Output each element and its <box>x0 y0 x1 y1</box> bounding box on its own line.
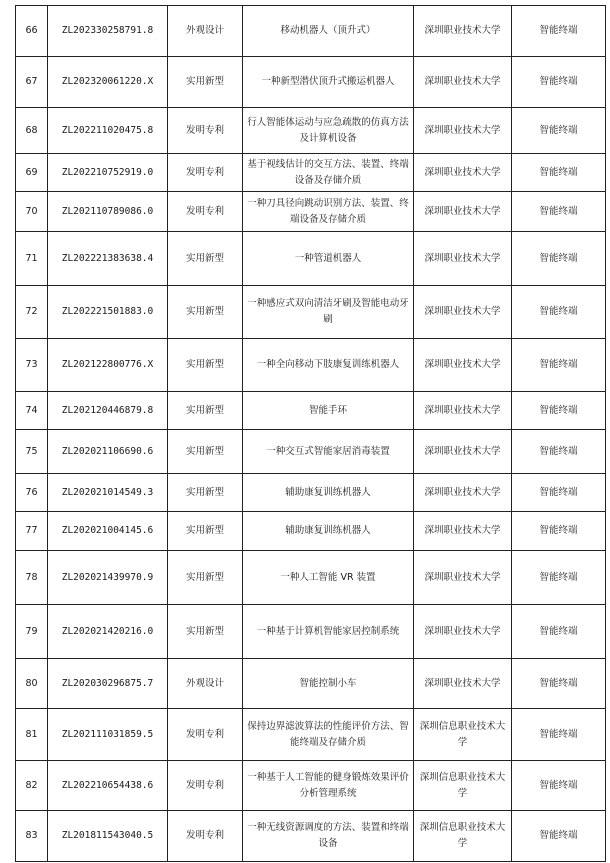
patent-type-cell: 发明专利 <box>168 761 243 811</box>
tech-field-cell: 智能终端 <box>512 551 606 605</box>
table-row <box>16 6 606 57</box>
patent-type-cell: 发明专利 <box>168 811 243 862</box>
row-index-cell: 77 <box>16 512 48 551</box>
patent-number-cell: ZL202030296875.7 <box>48 659 168 709</box>
table-row <box>16 605 606 659</box>
patent-type-cell: 实用新型 <box>168 551 243 605</box>
table-row <box>16 57 606 108</box>
tech-field-cell: 智能终端 <box>512 605 606 659</box>
patent-type-cell: 实用新型 <box>168 232 243 286</box>
row-index-cell: 72 <box>16 286 48 339</box>
patent-name-cell: 一种无线资源调度的方法、装置和终端设备 <box>243 811 414 862</box>
tech-field-cell: 智能终端 <box>512 659 606 709</box>
tech-field-cell: 智能终端 <box>512 811 606 862</box>
patent-owner-cell: 深圳职业技术大学 <box>414 659 512 709</box>
patent-number-cell: ZL202210752919.0 <box>48 154 168 192</box>
table-row <box>16 339 606 392</box>
patent-name-cell: 一种交互式智能家居消毒装置 <box>243 430 414 474</box>
patent-name-cell: 行人智能体运动与应急疏散的仿真方法及计算机设备 <box>243 108 414 154</box>
patent-name-cell: 移动机器人（顶升式） <box>243 6 414 57</box>
patent-name-cell: 一种新型潜伏顶升式搬运机器人 <box>243 57 414 108</box>
patent-owner-cell: 深圳职业技术大学 <box>414 192 512 232</box>
patent-number-cell: ZL202021420216.0 <box>48 605 168 659</box>
row-index-cell: 81 <box>16 709 48 761</box>
patent-type-cell: 实用新型 <box>168 392 243 430</box>
patent-owner-cell: 深圳信息职业技术大学 <box>414 811 512 862</box>
patent-number-cell: ZL202111031859.5 <box>48 709 168 761</box>
patent-owner-cell: 深圳信息职业技术大学 <box>414 761 512 811</box>
patent-number-cell: ZL202122800776.X <box>48 339 168 392</box>
table-row <box>16 551 606 605</box>
row-index-cell: 70 <box>16 192 48 232</box>
row-index-cell: 80 <box>16 659 48 709</box>
table-row <box>16 761 606 811</box>
patent-type-cell: 实用新型 <box>168 57 243 108</box>
patent-name-cell: 一种基于计算机智能家居控制系统 <box>243 605 414 659</box>
tech-field-cell: 智能终端 <box>512 474 606 512</box>
tech-field-cell: 智能终端 <box>512 430 606 474</box>
tech-field-cell: 智能终端 <box>512 192 606 232</box>
patent-name-cell: 一种基于人工智能的健身锻炼效果评价分析管理系统 <box>243 761 414 811</box>
tech-field-cell: 智能终端 <box>512 761 606 811</box>
patent-number-cell: ZL202021106690.6 <box>48 430 168 474</box>
row-index-cell: 73 <box>16 339 48 392</box>
patent-name-cell: 基于视线估计的交互方法、装置、终端设备及存储介质 <box>243 154 414 192</box>
patent-type-cell: 外观设计 <box>168 659 243 709</box>
patent-owner-cell: 深圳职业技术大学 <box>414 605 512 659</box>
patent-type-cell: 实用新型 <box>168 512 243 551</box>
patent-name-cell: 一种管道机器人 <box>243 232 414 286</box>
table-row <box>16 286 606 339</box>
patent-owner-cell: 深圳职业技术大学 <box>414 512 512 551</box>
tech-field-cell: 智能终端 <box>512 286 606 339</box>
patent-owner-cell: 深圳职业技术大学 <box>414 286 512 339</box>
row-index-cell: 67 <box>16 57 48 108</box>
row-index-cell: 75 <box>16 430 48 474</box>
patent-type-cell: 实用新型 <box>168 286 243 339</box>
row-index-cell: 69 <box>16 154 48 192</box>
patent-number-cell: ZL202211020475.8 <box>48 108 168 154</box>
patent-type-cell: 发明专利 <box>168 108 243 154</box>
table-row <box>16 709 606 761</box>
patent-name-cell: 一种感应式双向清洁牙刷及智能电动牙刷 <box>243 286 414 339</box>
patent-owner-cell: 深圳职业技术大学 <box>414 474 512 512</box>
patent-name-cell: 智能控制小车 <box>243 659 414 709</box>
row-index-cell: 68 <box>16 108 48 154</box>
patent-owner-cell: 深圳职业技术大学 <box>414 108 512 154</box>
patent-name-cell: 保持边界滤波算法的性能评价方法、智能终端及存储介质 <box>243 709 414 761</box>
patent-name-cell: 一种人工智能 VR 装置 <box>243 551 414 605</box>
tech-field-cell: 智能终端 <box>512 392 606 430</box>
tech-field-cell: 智能终端 <box>512 339 606 392</box>
patent-number-cell: ZL202221383638.4 <box>48 232 168 286</box>
table-row <box>16 154 606 192</box>
table-row <box>16 512 606 551</box>
patent-type-cell: 外观设计 <box>168 6 243 57</box>
row-index-cell: 74 <box>16 392 48 430</box>
patent-owner-cell: 深圳职业技术大学 <box>414 154 512 192</box>
patent-type-cell: 发明专利 <box>168 709 243 761</box>
patent-name-cell: 一种全向移动下肢康复训练机器人 <box>243 339 414 392</box>
patent-number-cell: ZL202330258791.8 <box>48 6 168 57</box>
patent-owner-cell: 深圳信息职业技术大学 <box>414 709 512 761</box>
patent-owner-cell: 深圳职业技术大学 <box>414 392 512 430</box>
patent-owner-cell: 深圳职业技术大学 <box>414 551 512 605</box>
table-row <box>16 659 606 709</box>
patent-name-cell: 智能手环 <box>243 392 414 430</box>
patent-number-cell: ZL202021014549.3 <box>48 474 168 512</box>
patent-owner-cell: 深圳职业技术大学 <box>414 339 512 392</box>
patent-number-cell: ZL202210654438.6 <box>48 761 168 811</box>
patent-number-cell: ZL202110789086.0 <box>48 192 168 232</box>
tech-field-cell: 智能终端 <box>512 108 606 154</box>
patent-name-cell: 一种刀具径向跳动识别方法、装置、终端设备及存储介质 <box>243 192 414 232</box>
table-row <box>16 392 606 430</box>
patent-table-body <box>16 6 606 862</box>
table-row <box>16 108 606 154</box>
patent-number-cell: ZL202021004145.6 <box>48 512 168 551</box>
patent-number-cell: ZL202021439970.9 <box>48 551 168 605</box>
patent-type-cell: 实用新型 <box>168 605 243 659</box>
table-row <box>16 474 606 512</box>
row-index-cell: 71 <box>16 232 48 286</box>
patent-table <box>15 5 606 862</box>
tech-field-cell: 智能终端 <box>512 512 606 551</box>
row-index-cell: 78 <box>16 551 48 605</box>
patent-number-cell: ZL202120446879.8 <box>48 392 168 430</box>
table-row <box>16 232 606 286</box>
row-index-cell: 83 <box>16 811 48 862</box>
patent-owner-cell: 深圳职业技术大学 <box>414 430 512 474</box>
tech-field-cell: 智能终端 <box>512 709 606 761</box>
patent-type-cell: 发明专利 <box>168 192 243 232</box>
table-row <box>16 192 606 232</box>
patent-name-cell: 辅助康复训练机器人 <box>243 474 414 512</box>
row-index-cell: 66 <box>16 6 48 57</box>
patent-owner-cell: 深圳职业技术大学 <box>414 57 512 108</box>
tech-field-cell: 智能终端 <box>512 57 606 108</box>
patent-type-cell: 实用新型 <box>168 430 243 474</box>
row-index-cell: 76 <box>16 474 48 512</box>
patent-owner-cell: 深圳职业技术大学 <box>414 232 512 286</box>
patent-type-cell: 实用新型 <box>168 339 243 392</box>
patent-number-cell: ZL201811543040.5 <box>48 811 168 862</box>
row-index-cell: 82 <box>16 761 48 811</box>
patent-number-cell: ZL202320061220.X <box>48 57 168 108</box>
patent-owner-cell: 深圳职业技术大学 <box>414 6 512 57</box>
patent-type-cell: 实用新型 <box>168 474 243 512</box>
table-row <box>16 430 606 474</box>
row-index-cell: 79 <box>16 605 48 659</box>
tech-field-cell: 智能终端 <box>512 6 606 57</box>
tech-field-cell: 智能终端 <box>512 232 606 286</box>
table-row <box>16 811 606 862</box>
tech-field-cell: 智能终端 <box>512 154 606 192</box>
patent-type-cell: 发明专利 <box>168 154 243 192</box>
patent-number-cell: ZL202221501883.0 <box>48 286 168 339</box>
patent-name-cell: 辅助康复训练机器人 <box>243 512 414 551</box>
